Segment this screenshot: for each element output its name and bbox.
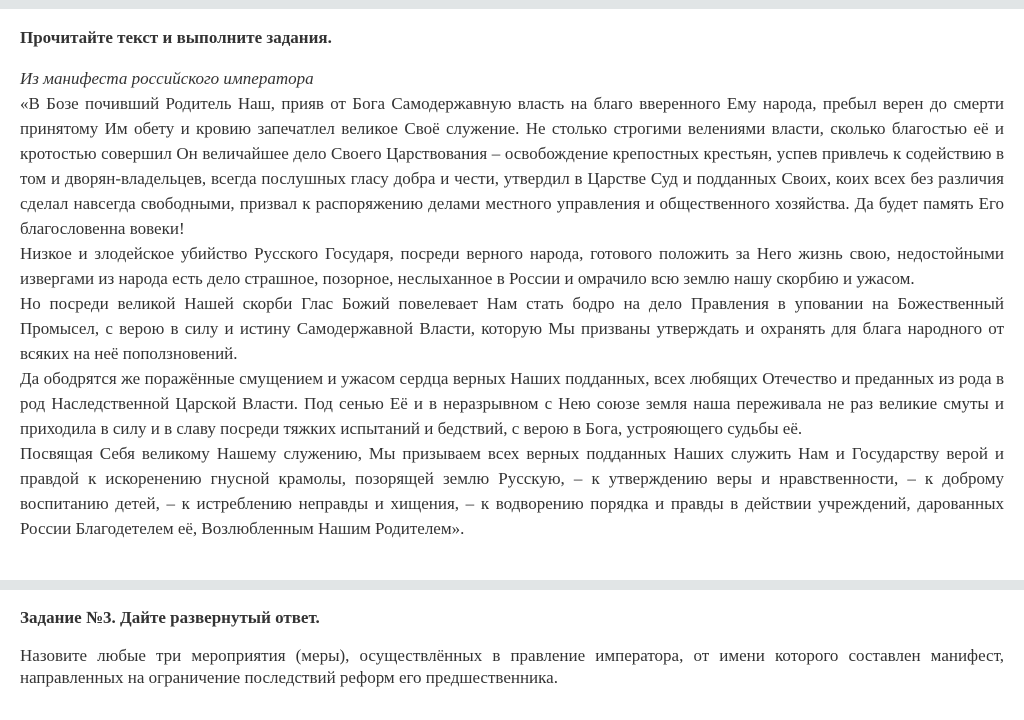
source-paragraph: Низкое и злодейское убийство Русского Государя, посреди верного народа, готового положить за Него жизнь свою, недостойными извергами из народа есть дело страшное, позорное, неслыханное в России и омрачило всю землю нашу скорбию и ужасом.	[20, 244, 1004, 288]
source-paragraph: Посвящая Себя великому Нашему служению, Мы призываем всех верных подданных Наших служить Нам и Государству верой и правдой к искоренению гнусной крамолы, позорящей землю Русскую, – к утверждению веры и нравственности, – к доброму воспитанию детей, – к истреблению неправды и хищения, – к водворению порядка и правды в действии учреждений, дарованных России Благодетелем её, Возлюбленным Нашим Родителем».	[20, 444, 1004, 538]
source-paragraph: Да ободрятся же поражённые смущением и ужасом сердца верных Наших подданных, всех любящих Отечество и преданных из рода в род Наследственной Царской Власти. Под сенью Её и в неразрывном с Нею союзе земля наша переживала не раз великие смуты и приходила в силу и в славу посреди тяжких испытаний и бедствий, с верою в Бога, устрояющего судьбы её.	[20, 369, 1004, 438]
source-paragraph: «В Бозе почивший Родитель Наш, прияв от Бога Самодержавную власть на благо вверенного Ему народа, пребыл верен до смерти принятому Им обету и кровию запечатлел великое Своё служение. Не столько строгими велениями власти, сколько благостью её и кротостью совершил Он величайшее дело Своего Царствования – освобождение крепостных крестьян, успев привлечь к содействию в том и дворян-владельцев, всегда послушных гласу добра и чести, утвердил в Царстве Суд и подданных Своих, коих всех без различия сделал навсегда свободными, призвал к распоряжению делами местного управления и общественного хозяйства. Да будет память Его благословенна вовеки!	[20, 94, 1004, 238]
source-panel	[0, 9, 1024, 580]
task-panel	[0, 590, 1024, 689]
source-caption: Из манифеста российского императора	[20, 69, 314, 88]
instruction-heading: Прочитайте текст и выполните задания.	[20, 28, 332, 47]
task-heading: Задание №3. Дайте развернутый ответ.	[20, 608, 320, 627]
top-bar	[0, 0, 1024, 9]
task-question: Назовите любые три мероприятия (меры), осуществлённых в правление императора, от имени которого составлен манифест, направленных на ограничение последствий реформ его предшественника.	[20, 646, 1004, 687]
source-paragraph: Но посреди великой Нашей скорби Глас Божий повелевает Нам стать бодро на дело Правления в уповании на Божественный Промысел, с верою в силу и истину Самодержавной Власти, которую Мы призваны утверждать и охранять для блага народного от всяких на неё поползновений.	[20, 294, 1004, 363]
section-divider	[0, 580, 1024, 590]
